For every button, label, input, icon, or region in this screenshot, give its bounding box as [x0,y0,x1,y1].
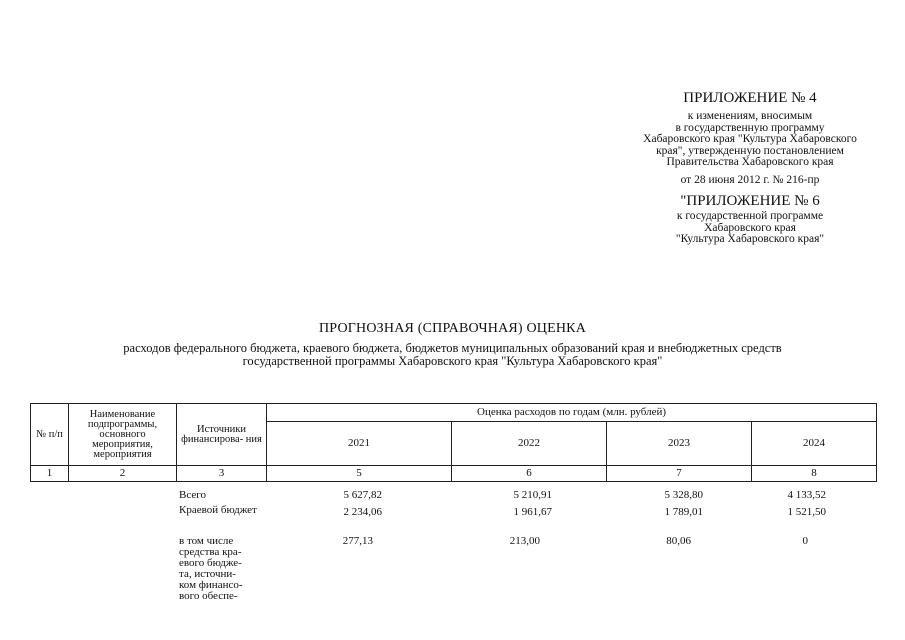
cell-value: 2 234,06 [343,506,382,518]
header-year: 2023 [607,422,752,466]
annex6-header [610,193,890,246]
cell-value: 213,00 [509,535,540,547]
header-name: Наименование подпрограммы, основного мероприятия, мероприятия [69,404,177,466]
annex6-line: Хабаровского края [704,221,796,234]
annex6-line: к государственной программе [676,210,824,222]
row-source: в том числе средства кра- евого бюдже- та, источни- ком финансо- вого обеспе- [179,535,243,602]
header-estimate: Оценка расходов по годам (млн. рублей) [267,404,877,422]
cell-value: 1 789,01 [664,506,703,518]
annex-line: края", утвержденную постановлением [656,144,844,157]
title-subtitle-line1: расходов федерального бюджета, краевого бюджета, бюджетов муниципальных образований края и внебюджетных средств [123,341,782,355]
annex-line: Хабаровского края "Культура Хабаровского [643,133,857,145]
column-number: 6 [452,466,607,482]
cell-value: 277,13 [342,535,373,547]
title-subtitle-line2: государственной программы Хабаровского края "Культура Хабаровского края" [242,354,663,368]
column-number: 8 [752,466,877,482]
column-number: 5 [267,466,452,482]
header-year: 2021 [267,422,452,466]
column-number: 1 [31,466,69,482]
column-number: 3 [177,466,267,482]
document-title [0,321,905,368]
column-number: 7 [607,466,752,482]
row-source: Всего [179,489,206,501]
annex-line: в государственную программу [675,121,825,134]
header-source: Источники финансирова- ния [177,404,267,466]
annex-line: к изменениям, вносимым [687,110,813,122]
estimate-table-header [30,403,877,482]
cell-value: 0 [802,535,808,547]
cell-value: 1 521,50 [787,506,826,518]
annex-line: Правительства Хабаровского края [666,156,834,168]
annex6-line: "Культура Хабаровского края" [675,233,825,245]
cell-value: 5 328,80 [664,489,703,501]
annex-title: ПРИЛОЖЕНИЕ № 4 [683,90,817,106]
cell-value: 4 133,52 [787,489,826,501]
cell-value: 5 210,91 [513,489,552,501]
column-number: 2 [69,466,177,482]
row-source: Краевой бюджет [179,504,257,516]
header-year: 2022 [452,422,607,466]
annex6-title: "ПРИЛОЖЕНИЕ № 6 [680,193,820,209]
annex-header [610,90,890,186]
cell-value: 80,06 [666,535,691,547]
cell-value: 1 961,67 [513,506,552,518]
annex-date: от 28 июня 2012 г. № 216-пр [680,173,820,186]
cell-value: 5 627,82 [343,489,382,501]
header-year: 2024 [752,422,877,466]
header-number: № п/п [31,404,69,466]
title-heading: ПРОГНОЗНАЯ (СПРАВОЧНАЯ) ОЦЕНКА [318,321,587,336]
